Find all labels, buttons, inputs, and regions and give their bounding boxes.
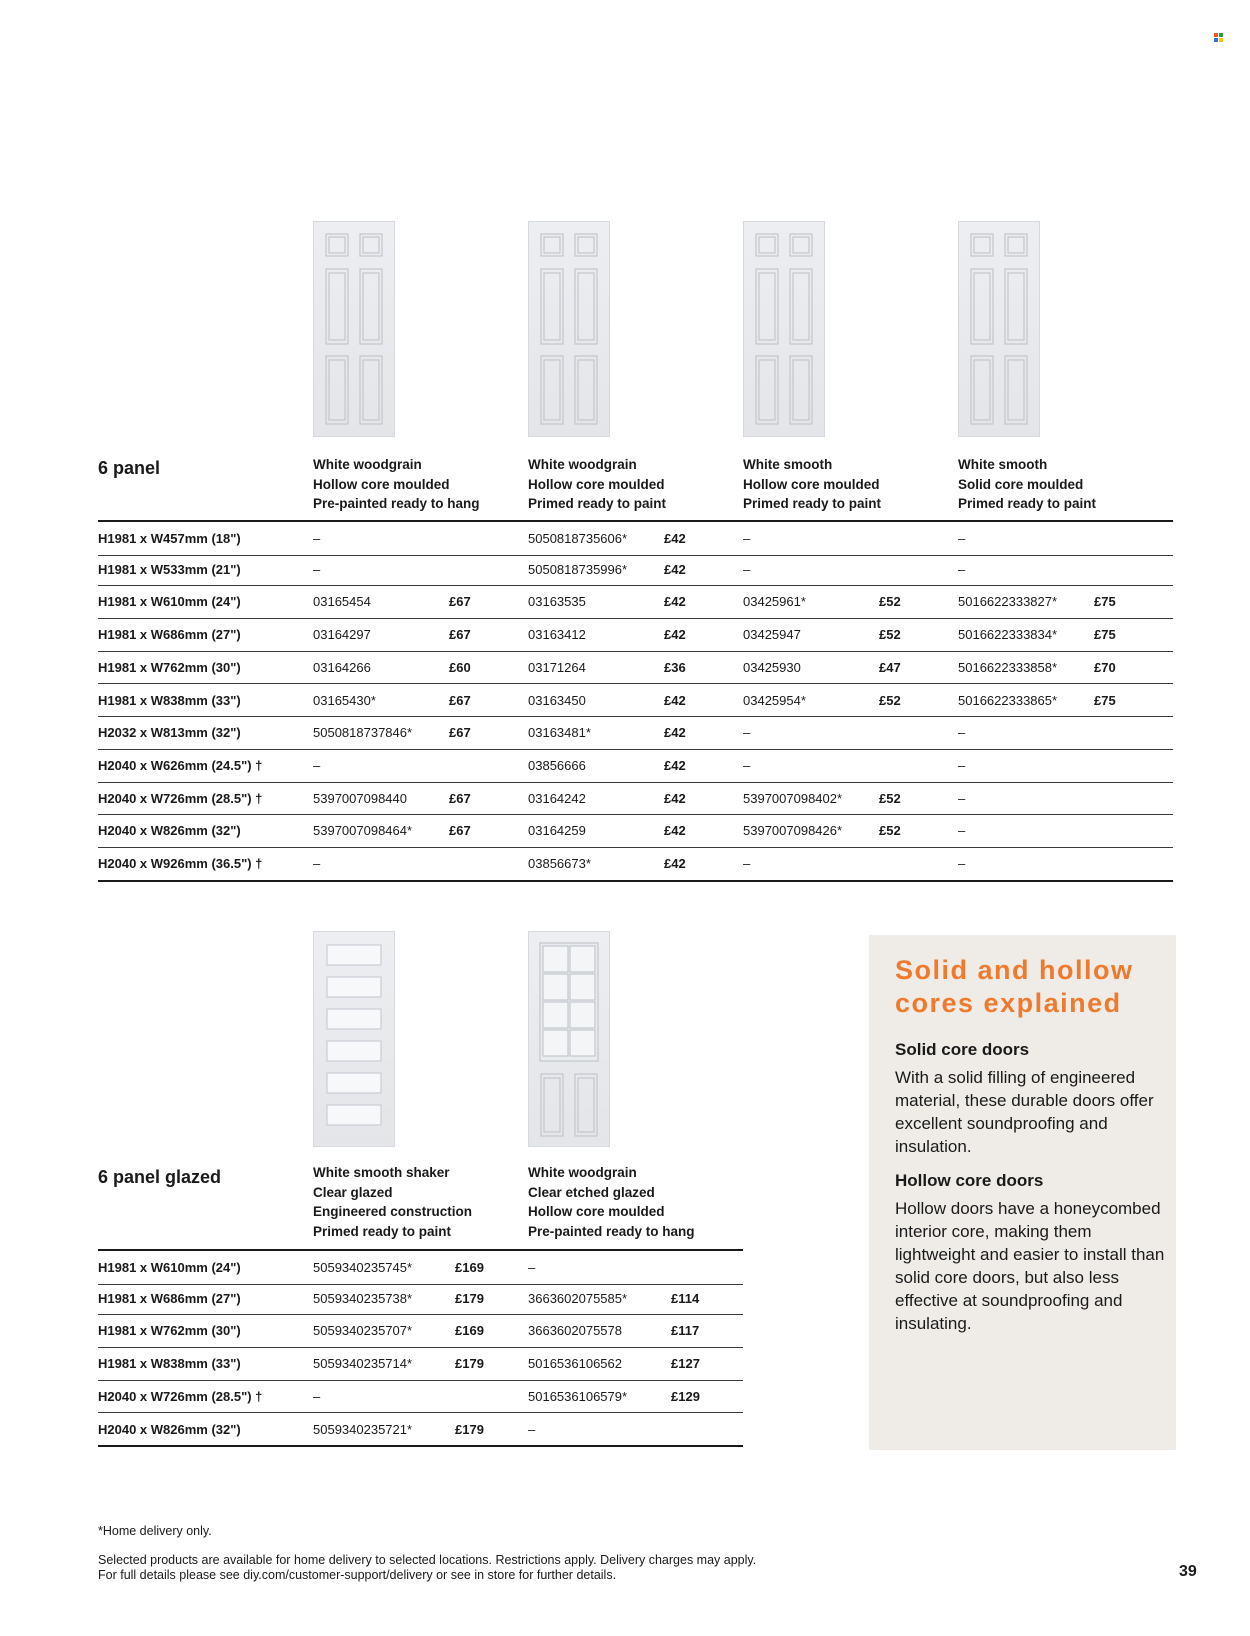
price: £129 [671,1388,700,1404]
price: £117 [671,1323,700,1339]
section-title-6-panel-glazed: 6 panel glazed [98,1167,222,1187]
product-code: 03425954* [743,692,806,708]
product-code: 03425947 [743,627,801,643]
size-cell: H1981 x W686mm (27") [98,1290,241,1306]
product-code: – [958,561,966,577]
price: £42 [664,823,686,839]
table-row [98,1314,743,1348]
price: £75 [1094,594,1116,610]
product-desc: White woodgrain Clear etched glazed Hollow core moulded Pre-painted ready to hang [528,1165,695,1239]
price: £52 [879,692,901,708]
price: £60 [449,659,471,675]
product-code: 5059340235745* [313,1260,413,1275]
price: £52 [879,627,901,643]
product-code: 5059340235738* [313,1290,413,1306]
product-code: 03425961* [743,594,806,610]
price: £67 [449,823,471,839]
product-desc: White smooth shaker Clear glazed Engineered construction Primed ready to paint [313,1165,473,1239]
price: £42 [664,725,686,741]
price: £75 [1094,692,1116,708]
product-desc: White woodgrain Hollow core moulded Pre-painted ready to hang [313,457,480,512]
product-code: 03163412 [528,627,586,643]
table-row [98,1249,743,1285]
price: £52 [879,790,901,806]
product-code: 5016536106579* [528,1388,628,1404]
product-code: 03164259 [528,823,586,839]
size-cell: H2040 x W726mm (28.5") † [98,790,263,806]
product-code: – [528,1260,536,1275]
price: £67 [449,692,471,708]
table-row [98,782,1173,816]
product-code: – [743,757,751,773]
size-cell: H1981 x W533mm (21") [98,561,241,577]
product-code: 03163481* [528,725,591,741]
product-code: 03171264 [528,659,586,675]
product-code: – [743,725,751,741]
page-number: 39 [1179,1563,1197,1580]
product-code: 03165430* [313,692,376,708]
product-code: 5397007098464* [313,823,413,839]
size-cell: H1981 x W838mm (33") [98,1356,241,1372]
product-code: 03164266 [313,659,371,675]
table-row [98,585,1173,619]
product-code: 03425930 [743,659,801,675]
price: £42 [664,627,686,643]
hollow-core-heading: Hollow core doors [895,1171,1044,1190]
product-code: – [313,1388,321,1404]
table-row [98,1347,743,1381]
product-code: 3663602075585* [528,1290,628,1306]
product-code: 5059340235721* [313,1421,413,1437]
product-code: 03164242 [528,790,586,806]
product-code: 03165454 [313,594,371,610]
table-6-panel [98,520,1173,880]
product-code: – [313,856,321,871]
hollow-core-text: Hollow doors have a honeycombed interior core, making them lightweight and easier to install than solid core doors, but also less effective at soundproofing and insulating. [895,1199,1165,1333]
price: £67 [449,790,471,806]
size-cell: H2040 x W726mm (28.5") † [98,1388,263,1404]
product-desc: White woodgrain Hollow core moulded Primed ready to paint [528,457,667,512]
product-code: – [313,561,321,577]
price: £169 [455,1323,484,1339]
size-cell: H2040 x W826mm (32") [98,1421,241,1437]
product-code: 5016622333858* [958,659,1058,675]
price: £127 [671,1356,700,1372]
solid-core-heading: Solid core doors [895,1040,1030,1059]
door-image-white-woodgrain-prepainted [313,221,395,437]
price: £70 [1094,659,1116,675]
size-cell: H1981 x W762mm (30") [98,1323,241,1339]
door-image-white-smooth-solid [958,221,1040,437]
solid-core-text: With a solid filling of engineered material, these durable doors offer excellent soundproofing and insulation. [895,1068,1154,1156]
table-row [98,618,1173,652]
price: £42 [664,757,686,773]
size-cell: H2040 x W926mm (36.5") † [98,856,263,871]
size-cell: H1981 x W686mm (27") [98,627,241,643]
size-cell: H1981 x W610mm (24") [98,1260,241,1275]
product-code: 03856673* [528,856,591,871]
table-row [98,1380,743,1414]
door-image-white-smooth-hollow [743,221,825,437]
product-code: 5016622333827* [958,594,1058,610]
product-code: 5059340235707* [313,1323,413,1339]
table-row [98,1282,743,1316]
product-code: 5397007098426* [743,823,843,839]
door-image-white-woodgrain-primed [528,221,610,437]
price: £179 [455,1356,484,1372]
product-code: 5016622333834* [958,627,1058,643]
table-row [98,847,1173,882]
table-row [98,1413,743,1448]
info-title: Solid and hollow cores explained [895,955,1134,1018]
table-row [98,553,1173,587]
size-cell: H1981 x W457mm (18") [98,531,241,546]
product-code: 03163450 [528,692,586,708]
price: £36 [664,659,686,675]
product-code: – [743,531,751,546]
door-image-woodgrain-etched-glazed [528,931,610,1147]
product-code: 5397007098402* [743,790,843,806]
product-code: 03163535 [528,594,586,610]
price: £67 [449,594,471,610]
product-code: – [958,823,966,839]
product-code: 5050818735996* [528,561,628,577]
table-6-panel-glazed [98,1249,743,1449]
product-code: 5059340235714* [313,1356,413,1372]
product-code: – [743,856,751,871]
size-cell: H1981 x W610mm (24") [98,594,241,610]
size-cell: H2040 x W826mm (32") [98,823,241,839]
product-code: 5050818735606* [528,531,628,546]
product-code: 3663602075578 [528,1323,622,1339]
price: £52 [879,594,901,610]
table-row [98,716,1173,750]
brand-logo [1214,33,1223,42]
section-title-6-panel: 6 panel [98,458,161,478]
table-row [98,651,1173,685]
product-code: 5397007098440 [313,790,407,806]
price: £114 [671,1290,700,1306]
size-cell: H2032 x W813mm (32") [98,725,241,741]
price: £42 [664,856,686,871]
size-cell: H1981 x W838mm (33") [98,692,241,708]
product-code: 5016536106562 [528,1356,622,1372]
product-code: – [313,531,321,546]
product-code: – [528,1421,536,1437]
price: £47 [879,659,901,675]
delivery-note-line2: For full details please see diy.com/customer-support/delivery or see in store for further details. [98,1568,617,1582]
product-code: – [743,561,751,577]
table-row [98,749,1173,783]
price: £42 [664,594,686,610]
product-desc: White smooth Solid core moulded Primed ready to paint [958,457,1097,512]
product-code: – [958,725,966,741]
price: £52 [879,823,901,839]
table-row [98,814,1173,848]
delivery-note-line1: Selected products are available for home delivery to selected locations. Restrictions apply. Delivery charges may apply. [98,1553,757,1567]
price: £179 [455,1290,484,1306]
home-delivery-note: *Home delivery only. [98,1524,212,1538]
product-code: 5050818737846* [313,725,413,741]
product-code: – [958,757,966,773]
product-code: – [958,790,966,806]
price: £169 [455,1260,484,1275]
product-code: 03856666 [528,757,586,773]
price: £75 [1094,627,1116,643]
table-row [98,520,1173,556]
price: £42 [664,790,686,806]
product-code: – [313,757,321,773]
product-code: – [958,531,966,546]
size-cell: H2040 x W626mm (24.5") † [98,757,263,773]
price: £42 [664,692,686,708]
price: £42 [664,531,686,546]
product-desc: White smooth Hollow core moulded Primed ready to paint [743,457,882,512]
price: £67 [449,627,471,643]
product-code: 5016622333865* [958,692,1058,708]
price: £42 [664,561,686,577]
table-row [98,684,1173,718]
price: £179 [455,1421,484,1437]
product-code: – [958,856,966,871]
price: £67 [449,725,471,741]
door-image-shaker-glazed [313,931,395,1147]
product-code: 03164297 [313,627,371,643]
size-cell: H1981 x W762mm (30") [98,659,241,675]
info-box-cores [869,935,1176,1450]
